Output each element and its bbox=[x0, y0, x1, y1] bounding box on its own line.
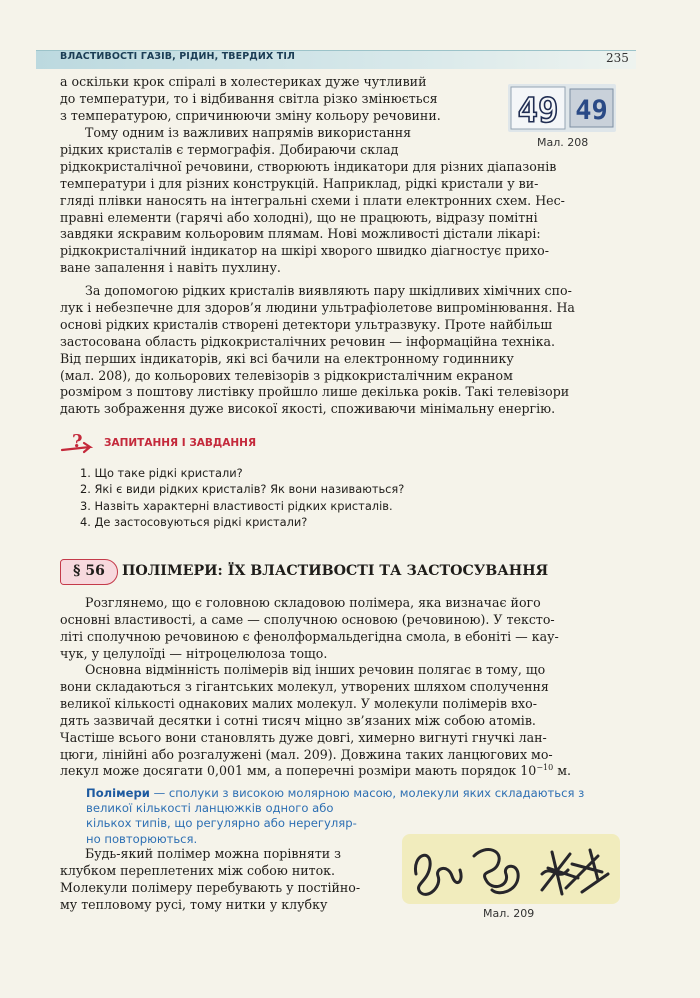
para3-line: основі рідких кристалів створені детектори ультразвуку. Проте найбільш bbox=[60, 316, 553, 332]
para5-line: Основна відмінність полімерів від інших речовин полягає в тому, що bbox=[85, 662, 546, 677]
question-item: 4. Де застосовуються рідкі кристали? bbox=[80, 514, 308, 529]
definition-line: но повторюються. bbox=[86, 831, 198, 846]
paragraph-polymer-ball bbox=[60, 846, 386, 914]
figure-209-caption: Мал. 209 bbox=[483, 907, 535, 920]
page-number: 235 bbox=[606, 51, 629, 65]
para3-line: лук і небезпечне для здоров’я людини ультрафіолетове випромінювання. На bbox=[60, 299, 575, 315]
question-item: 2. Які є види рідких кристалів? Як вони називаються? bbox=[80, 482, 405, 497]
para2-line: рідкокристалічної речовини, створюють індикатори для різних діапазонів bbox=[60, 158, 557, 174]
running-header-title: ВЛАСТИВОСТІ ГАЗІВ, РІДИН, ТВЕРДИХ ТІЛ bbox=[60, 51, 295, 62]
para2-line: температури і для різних конструкцій. Наприклад, рідкі кристали у ви- bbox=[60, 175, 539, 191]
para6-line: клубком переплетених між собою ниток. bbox=[60, 862, 336, 878]
para2-line: Тому одним із важливих напрямів використання bbox=[85, 125, 412, 140]
figure-209-polymer-chains bbox=[402, 834, 620, 904]
paragraph-cholesterics bbox=[60, 74, 480, 125]
para1-line: з температурою, спричинюючи зміну кольору речовини. bbox=[60, 107, 441, 123]
paragraph-polymer-binder bbox=[60, 595, 634, 663]
para3-line: (мал. 208), до кольорових телевізорів з рідкокристалічним екраном bbox=[60, 367, 513, 383]
questions-list bbox=[80, 465, 404, 530]
para2-line: ване запалення і навіть пухлину. bbox=[60, 260, 281, 276]
para5-line: вони складаються з гігантських молекул, утворених шляхом сполучення bbox=[60, 678, 549, 694]
para6-line: му тепловому русі, тому нитки у клубку bbox=[60, 896, 328, 912]
section-title: ПОЛІМЕРИ: ЇХ ВЛАСТИВОСТІ ТА ЗАСТОСУВАННЯ bbox=[122, 563, 549, 579]
para2-line: рідких кристалів є термографія. Добираючи склад bbox=[60, 141, 399, 157]
para3-line: Від перших індикаторів, які всі бачили на електронному годиннику bbox=[60, 350, 514, 366]
para3-line: дають зображення дуже високої якості, споживаючи мінімальну енергію. bbox=[60, 401, 556, 417]
para4-line: чук, у целулоїді — нітроцелюлоза тощо. bbox=[60, 645, 328, 661]
para3-line: застосована область рідкокристалічних речовин — інформаційна техніка. bbox=[60, 333, 555, 349]
paragraph-polymer-molecules bbox=[60, 662, 634, 763]
paragraph-applications bbox=[60, 283, 634, 418]
lcd-digits-outline: 49 bbox=[517, 91, 559, 131]
size-unit: м. bbox=[553, 763, 572, 778]
para3-line: За допомогою рідких кристалів виявляють пару шкідливих хімічних спо- bbox=[85, 283, 572, 298]
question-item: 1. Що таке рідкі кристали? bbox=[80, 466, 243, 480]
paragraph-polymer-molecules-last-line bbox=[60, 763, 634, 780]
question-mark-glyph: ? bbox=[72, 432, 83, 452]
para4-line: основні властивості, а саме — сполучною основою (речовиною). У тексто- bbox=[60, 611, 555, 627]
question-arrow-icon bbox=[60, 432, 100, 454]
para1-line: до температури, то і відбивання світла різко змінюється bbox=[60, 90, 438, 106]
para4-line: Розглянемо, що є головною складовою полімера, яка визначає його bbox=[85, 595, 541, 610]
size-exponent: −10 bbox=[536, 762, 554, 772]
para2-line: правні елементи (гарячі або холодні), що не працюють, відразу помітні bbox=[60, 209, 538, 225]
para5-line: дять зазвичай десятки і сотні тисяч міцно зв’язаних між собою атомів. bbox=[60, 712, 536, 728]
para5-line: Частіше всього вони становлять дуже довгі, химерно вигнуті гнучкі лан- bbox=[60, 729, 547, 745]
para4-line: літі сполучною речовиною є фенолформальдегідна смола, в ебоніті — кау- bbox=[60, 628, 559, 644]
section-number-badge: § 56 bbox=[60, 559, 118, 585]
para2-line: гляді плівки наносять на інтегральні схеми і плати електронних схем. Нес- bbox=[60, 192, 565, 208]
questions-title: ЗАПИТАННЯ І ЗАВДАННЯ bbox=[104, 437, 257, 449]
para3-line: розміром з поштову листівку пройшло лише декілька років. Такі телевізори bbox=[60, 384, 570, 400]
paragraph-thermography bbox=[60, 125, 634, 277]
definition-term: Полімери bbox=[86, 786, 150, 800]
definition-line: великої кількості ланцюжків одного або bbox=[86, 801, 334, 816]
para6-line: Молекули полімеру перебувають у постійно- bbox=[60, 879, 361, 895]
para5-line: цюги, лінійні або розгалужені (мал. 209). Довжина таких ланцюгових мо- bbox=[60, 746, 553, 762]
para6-line: Будь-який полімер можна порівняти з bbox=[85, 846, 342, 861]
para2-line: рідкокристалічний індикатор на шкірі хворого швидко діагностує прихо- bbox=[60, 243, 550, 259]
definition-first-line: — сполуки з високою молярною масою, молекули яких складаються з bbox=[149, 786, 585, 800]
para1-line: а оскільки крок спіралі в холестериках дуже чутливий bbox=[60, 74, 427, 89]
lcd-digits-solid: 49 bbox=[575, 95, 608, 126]
definition-line: кількох типів, що регулярно або нерегуляр- bbox=[86, 816, 357, 831]
question-item: 3. Назвіть характерні властивості рідких кристалів. bbox=[80, 498, 393, 513]
para2-line: завдяки яскравим кольоровим плямам. Нові можливості дістали лікарі: bbox=[60, 226, 541, 242]
figure-208-caption: Мал. 208 bbox=[537, 136, 589, 149]
size-text: лекул може досягати 0,001 мм, а поперечні розміри мають порядок 10 bbox=[60, 763, 537, 778]
para5-line: великої кількості однакових малих молекул. У молекули полімерів вхо- bbox=[60, 695, 537, 711]
